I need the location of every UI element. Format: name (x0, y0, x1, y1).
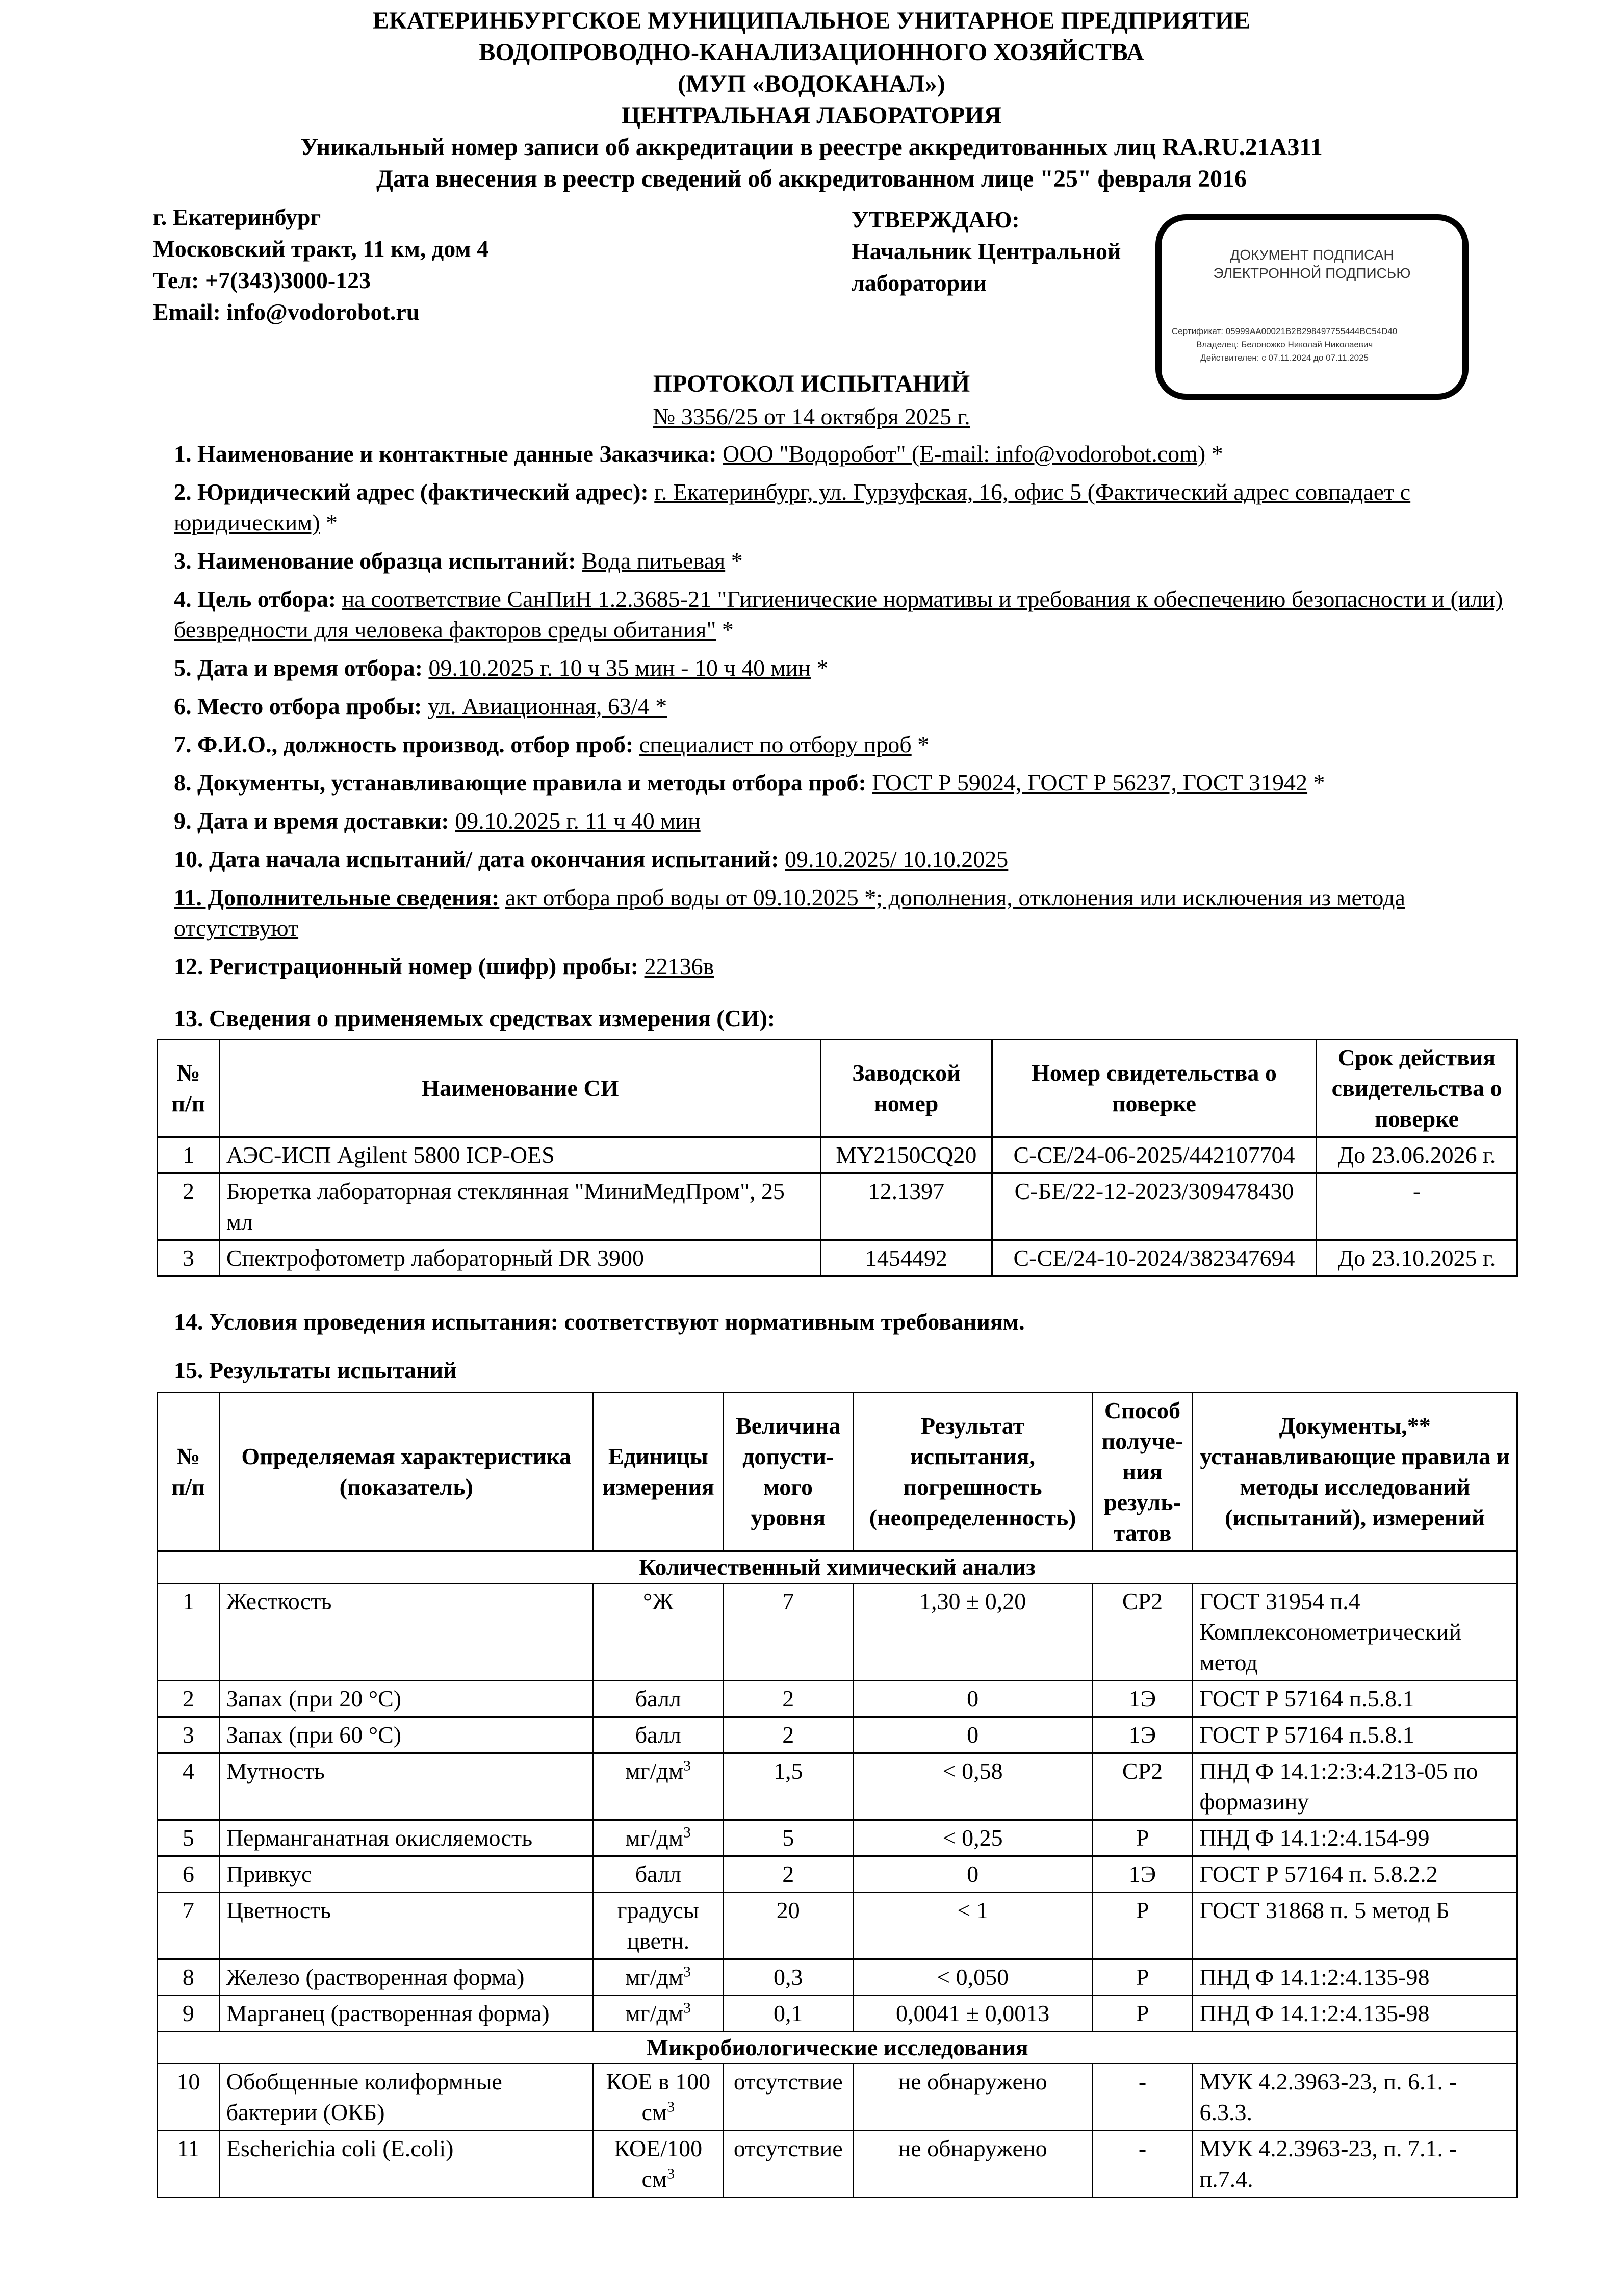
column-header: Определяемая характеристика (показатель) (219, 1393, 593, 1551)
method-document: МУК 4.2.3963-23, п. 7.1. - п.7.4. (1193, 2131, 1517, 2198)
item-value: специалист по отбору проб (639, 731, 912, 757)
column-header: Документы,** устанавливающие правила и методы исследований (испытаний), измерений (1193, 1393, 1517, 1551)
item-value: 22136в (644, 953, 714, 979)
table-cell: 2 (158, 1173, 220, 1240)
unit-text: мг/дм (625, 2000, 683, 2026)
address-street: Московский тракт, 11 км, дом 4 (153, 236, 489, 262)
item-suffix: * (1307, 770, 1325, 796)
characteristic: Марганец (растворенная форма) (219, 1996, 593, 2032)
permissible-level: 5 (723, 1820, 853, 1856)
column-header: Заводской номер (820, 1040, 992, 1137)
item-label: 5. Дата и время отбора: (174, 655, 423, 681)
item-suffix: * (1205, 441, 1223, 467)
unit (593, 1681, 723, 1717)
item-value: г. Екатеринбург, ул. Гурзуфская, 16, офис 5 (Фактический адрес совпадает с юридическим) (174, 479, 1411, 535)
permissible-level: 2 (723, 1717, 853, 1753)
header-line: Дата внесения в реестр сведений об аккредитованном лице "25" февраля 2016 (376, 165, 1247, 192)
item-value: Вода питьевая (582, 548, 726, 574)
result-method: 1Э (1092, 1856, 1193, 1893)
table-row (158, 1820, 1517, 1856)
row-number: 2 (158, 1681, 220, 1717)
table-row (158, 1173, 1517, 1240)
row-number: 6 (158, 1856, 220, 1893)
unit-superscript: 3 (683, 1963, 691, 1980)
approval-title: УТВЕРЖДАЮ: (852, 207, 1020, 233)
table-cell: 1454492 (820, 1240, 992, 1277)
table-cell: До 23.10.2025 г. (1317, 1240, 1517, 1277)
table-row (158, 1959, 1517, 1996)
table-cell: До 23.06.2026 г. (1317, 1137, 1517, 1173)
result-method: - (1092, 2131, 1193, 2198)
item-label: 2. Юридический адрес (фактический адрес): (174, 479, 649, 505)
group-row (158, 2032, 1517, 2064)
characteristic: Перманганатная окисляемость (219, 1820, 593, 1856)
table-cell: 1 (158, 1137, 220, 1173)
item-value: ГОСТ Р 59024, ГОСТ Р 56237, ГОСТ 31942 (872, 770, 1308, 796)
permissible-level: 20 (723, 1893, 853, 1959)
permissible-level: 0,1 (723, 1996, 853, 2032)
protocol-item (174, 768, 1520, 798)
protocol-item (174, 691, 1520, 722)
method-document: ПНД Ф 14.1:2:3:4.213-05 по формазину (1193, 1753, 1517, 1820)
protocol-item (174, 882, 1520, 943)
address-phone: Тел: +7(343)3000-123 (153, 267, 371, 293)
result-method: Р (1092, 1820, 1193, 1856)
method-document: ПНД Ф 14.1:2:4.135-98 (1193, 1996, 1517, 2032)
method-document: ПНД Ф 14.1:2:4.135-98 (1193, 1959, 1517, 1996)
protocol-items (174, 439, 1520, 989)
table-row (158, 1717, 1517, 1753)
table-cell: Бюретка лабораторная стеклянная "МиниМедПром", 25 мл (219, 1173, 820, 1240)
section-15-title: 15. Результаты испытаний (174, 1357, 457, 1383)
unit-text: мг/дм (625, 1964, 683, 1990)
permissible-level: отсутствие (723, 2064, 853, 2131)
unit (593, 1856, 723, 1893)
item-suffix: * (320, 509, 338, 535)
item-value: на соответствие СанПиН 1.2.3685-21 "Гигиенические нормативы и требования к обеспечению безопасности и (или) безвредности для человека факторов среды обитания" (174, 586, 1503, 643)
table-row (158, 1681, 1517, 1717)
unit-text: мг/дм (625, 1758, 683, 1784)
characteristic: Escherichia coli (E.coli) (219, 2131, 593, 2198)
test-result: 0 (853, 1681, 1092, 1717)
table-row (158, 1856, 1517, 1893)
permissible-level: 7 (723, 1584, 853, 1681)
row-number: 5 (158, 1820, 220, 1856)
characteristic: Запах (при 60 °С) (219, 1717, 593, 1753)
item-value: ул. Авиационная, 63/4 * (427, 693, 667, 719)
item-label: 11. Дополнительные сведения: (174, 884, 500, 910)
result-method: Р (1092, 1959, 1193, 1996)
row-number: 7 (158, 1893, 220, 1959)
row-number: 11 (158, 2131, 220, 2198)
permissible-level: 2 (723, 1856, 853, 1893)
result-method: Р (1092, 1893, 1193, 1959)
method-document: ПНД Ф 14.1:2:4.154-99 (1193, 1820, 1517, 1856)
column-header: Срок действия свидетельства о поверке (1317, 1040, 1517, 1137)
stamp-title: ЭЛЕКТРОННОЙ ПОДПИСЬЮ (1213, 265, 1411, 281)
column-header: Способ получе-ния резуль-татов (1092, 1393, 1193, 1551)
unit-text: балл (635, 1861, 681, 1887)
item-suffix: * (911, 731, 930, 757)
row-number: 1 (158, 1584, 220, 1681)
protocol-title: ПРОТОКОЛ ИСПЫТАНИЙ (653, 370, 970, 397)
item-value: 09.10.2025/ 10.10.2025 (785, 846, 1009, 872)
result-method: СР2 (1092, 1753, 1193, 1820)
row-number: 3 (158, 1717, 220, 1753)
item-label: 3. Наименование образца испытаний: (174, 548, 576, 574)
header-line: Уникальный номер записи об аккредитации в реестре аккредитованных лиц RA.RU.21А311 (300, 134, 1323, 161)
column-header: Номер свидетельства о поверке (992, 1040, 1316, 1137)
protocol-item (174, 653, 1520, 683)
row-number: 8 (158, 1959, 220, 1996)
protocol-item (174, 844, 1520, 875)
unit-text: °Ж (642, 1588, 674, 1614)
unit (593, 1717, 723, 1753)
result-method: Р (1092, 1996, 1193, 2032)
unit (593, 2064, 723, 2131)
column-header: Единицы измерения (593, 1393, 723, 1551)
protocol-item (174, 806, 1520, 836)
characteristic: Мутность (219, 1753, 593, 1820)
method-document: ГОСТ Р 57164 п. 5.8.2.2 (1193, 1856, 1517, 1893)
item-label: 6. Место отбора пробы: (174, 693, 422, 719)
protocol-item (174, 546, 1520, 576)
table-row (158, 1137, 1517, 1173)
item-value: 09.10.2025 г. 11 ч 40 мин (455, 808, 701, 834)
item-suffix: * (716, 617, 734, 643)
characteristic: Железо (растворенная форма) (219, 1959, 593, 1996)
test-result: 0 (853, 1717, 1092, 1753)
header-line: ЦЕНТРАЛЬНАЯ ЛАБОРАТОРИЯ (621, 102, 1002, 129)
permissible-level: 0,3 (723, 1959, 853, 1996)
stamp-title: ДОКУМЕНТ ПОДПИСАН (1230, 247, 1394, 263)
result-method: 1Э (1092, 1681, 1193, 1717)
organization-header (0, 5, 1623, 195)
approval-position: Начальник Центральной (852, 238, 1121, 264)
table-row (158, 1584, 1517, 1681)
unit (593, 1893, 723, 1959)
result-method: - (1092, 2064, 1193, 2131)
row-number: 9 (158, 1996, 220, 2032)
unit-superscript: 3 (667, 2098, 675, 2115)
item-label: 10. Дата начала испытаний/ дата окончания испытаний: (174, 846, 779, 872)
approval-block (852, 204, 1121, 299)
permissible-level: 1,5 (723, 1753, 853, 1820)
unit (593, 1996, 723, 2032)
item-value: акт отбора проб воды от 09.10.2025 *; дополнения, отклонения или исключения из метода отсутствуют (174, 884, 1405, 941)
characteristic: Цветность (219, 1893, 593, 1959)
test-result: < 1 (853, 1893, 1092, 1959)
unit-text: балл (635, 1722, 681, 1748)
section-14-conditions: 14. Условия проведения испытания: соответствуют нормативным требованиям. (174, 1309, 1025, 1335)
permissible-level: отсутствие (723, 2131, 853, 2198)
method-document: ГОСТ Р 57164 п.5.8.1 (1193, 1681, 1517, 1717)
characteristic: Запах (при 20 °С) (219, 1681, 593, 1717)
unit (593, 1584, 723, 1681)
item-label: 7. Ф.И.О., должность производ. отбор проб: (174, 731, 634, 757)
table-cell: 3 (158, 1240, 220, 1277)
method-document: ГОСТ Р 57164 п.5.8.1 (1193, 1717, 1517, 1753)
item-label: 1. Наименование и контактные данные Заказчика: (174, 441, 717, 467)
unit (593, 1753, 723, 1820)
address-city: г. Екатеринбург (153, 204, 321, 230)
method-document: ГОСТ 31954 п.4 Комплексонометрический метод (1193, 1584, 1517, 1681)
table-cell: С-СЕ/24-06-2025/442107704 (992, 1137, 1316, 1173)
unit-superscript: 3 (683, 1824, 691, 1841)
table-row (158, 1753, 1517, 1820)
test-result: 0,0041 ± 0,0013 (853, 1996, 1092, 2032)
unit (593, 1820, 723, 1856)
stamp-owner: Владелец: Белоножко Николай Николаевич (1196, 340, 1373, 349)
test-result: не обнаружено (853, 2131, 1092, 2198)
test-result: 0 (853, 1856, 1092, 1893)
protocol-item (174, 439, 1520, 469)
address-block (153, 201, 488, 328)
unit-superscript: 3 (683, 1757, 691, 1774)
protocol-item (174, 729, 1520, 760)
characteristic: Жесткость (219, 1584, 593, 1681)
test-result: < 0,58 (853, 1753, 1092, 1820)
characteristic: Привкус (219, 1856, 593, 1893)
unit (593, 1959, 723, 1996)
item-label: 4. Цель отбора: (174, 586, 337, 612)
unit-superscript: 3 (683, 1999, 691, 2017)
result-method: 1Э (1092, 1717, 1193, 1753)
measuring-instruments-table (157, 1039, 1518, 1277)
test-result: 1,30 ± 0,20 (853, 1584, 1092, 1681)
protocol-item (174, 951, 1520, 982)
table-cell: MY2150CQ20 (820, 1137, 992, 1173)
approval-position: лаборатории (852, 270, 987, 296)
permissible-level: 2 (723, 1681, 853, 1717)
row-number: 4 (158, 1753, 220, 1820)
method-document: ГОСТ 31868 п. 5 метод Б (1193, 1893, 1517, 1959)
test-result: не обнаружено (853, 2064, 1092, 2131)
protocol-item (174, 584, 1520, 645)
table-row (158, 2064, 1517, 2131)
address-email: Email: info@vodorobot.ru (153, 299, 420, 325)
group-title: Количественный химический анализ (158, 1551, 1517, 1584)
table-cell: С-БЕ/22-12-2023/309478430 (992, 1173, 1316, 1240)
header-line: ЕКАТЕРИНБУРГСКОЕ МУНИЦИПАЛЬНОЕ УНИТАРНОЕ ПРЕДПРИЯТИЕ (372, 7, 1251, 34)
table-row (158, 1996, 1517, 2032)
header-line: (МУП «ВОДОКАНАЛ») (678, 70, 945, 97)
column-header: Величина допусти-мого уровня (723, 1393, 853, 1551)
test-results-table (157, 1392, 1518, 2198)
group-row (158, 1551, 1517, 1584)
table-row (158, 2131, 1517, 2198)
unit-text: КОЕ/100 см (614, 2135, 703, 2192)
table-row (158, 1893, 1517, 1959)
protocol-number: № 3356/25 от 14 октября 2025 г. (653, 403, 970, 429)
item-label: 12. Регистрационный номер (шифр) пробы: (174, 953, 639, 979)
item-value: 09.10.2025 г. 10 ч 35 мин - 10 ч 40 мин (428, 655, 811, 681)
protocol-item (174, 477, 1520, 538)
unit (593, 2131, 723, 2198)
column-header: Наименование СИ (219, 1040, 820, 1137)
unit-text: градусы цветн. (617, 1897, 699, 1954)
table-cell: АЭС-ИСП Agilent 5800 ICP-OES (219, 1137, 820, 1173)
table-cell: Спектрофотометр лабораторный DR 3900 (219, 1240, 820, 1277)
result-method: СР2 (1092, 1584, 1193, 1681)
column-header: № п/п (158, 1393, 220, 1551)
column-header: № п/п (158, 1040, 220, 1137)
test-result: < 0,050 (853, 1959, 1092, 1996)
unit-text: мг/дм (625, 1825, 683, 1851)
item-label: 8. Документы, устанавливающие правила и методы отбора проб: (174, 770, 866, 796)
stamp-validity: Действителен: с 07.11.2024 до 07.11.2025 (1200, 353, 1369, 363)
table-cell: 12.1397 (820, 1173, 992, 1240)
table-cell: С-СЕ/24-10-2024/382347694 (992, 1240, 1316, 1277)
section-13-title: 13. Сведения о применяемых средствах измерения (СИ): (174, 1005, 776, 1031)
table-row (158, 1240, 1517, 1277)
row-number: 10 (158, 2064, 220, 2131)
item-suffix: * (725, 548, 743, 574)
stamp-certificate: Сертификат: 05999AA00021B2B298497755444BC54D40 (1172, 326, 1398, 336)
test-result: < 0,25 (853, 1820, 1092, 1856)
item-suffix: * (810, 655, 829, 681)
item-value: ООО "Водоробот" (E-mail: info@vodorobot.com) (723, 441, 1206, 467)
unit-text: балл (635, 1686, 681, 1712)
group-title: Микробиологические исследования (158, 2032, 1517, 2064)
column-header: Результат испытания, погрешность (неопределенность) (853, 1393, 1092, 1551)
unit-superscript: 3 (667, 2165, 675, 2182)
item-label: 9. Дата и время доставки: (174, 808, 449, 834)
unit-text: КОЕ в 100 см (606, 2069, 711, 2125)
header-line: ВОДОПРОВОДНО-КАНАЛИЗАЦИОННОГО ХОЗЯЙСТВА (479, 39, 1144, 66)
table-cell: - (1317, 1173, 1517, 1240)
characteristic: Обобщенные колиформные бактерии (ОКБ) (219, 2064, 593, 2131)
method-document: МУК 4.2.3963-23, п. 6.1. - 6.3.3. (1193, 2064, 1517, 2131)
